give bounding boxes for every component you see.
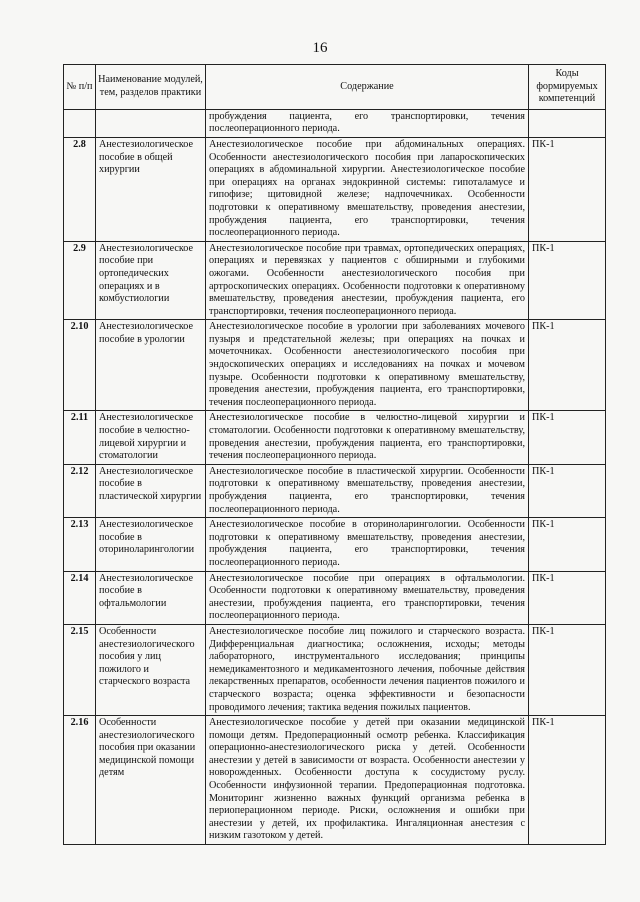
row-number: 2.16 <box>64 716 96 845</box>
row-number: 2.11 <box>64 411 96 464</box>
table-row <box>64 320 606 411</box>
row-competency-code: ПК-1 <box>529 464 606 517</box>
row-competency-code: ПК-1 <box>529 624 606 715</box>
row-content: Анестезиологическое пособие при операциях в офтальмологии. Особенности подготовки к оперативному вмешательству, проведения анестезии, пробуждения пациента, его транспортировки, течения послеоперационного периода. <box>206 571 529 624</box>
table-row <box>64 716 606 845</box>
row-module-name: Особенности анестезиологического пособия у лиц пожилого и старческого возраста <box>96 624 206 715</box>
row-content: Анестезиологическое пособие при абдоминальных операциях. Особенности анестезиологического пособия при лапароскопических операциях в абдоминальной хирургии. Анестезиологическое пособие при операциях на органах эндокринной системы: гипоталамусе и гипофизе; щитовидной железе; надпочечниках. Особенности подготовки к оперативному вмешательству, проведения анестезии, пробуждения пациента, его транспортировки, течения послеоперационного периода. <box>206 137 529 241</box>
table-row <box>64 464 606 517</box>
row-module-name: Анестезиологическое пособие в оториноларингологии <box>96 518 206 571</box>
table-row <box>64 411 606 464</box>
row-number: 2.15 <box>64 624 96 715</box>
row-competency-code: ПК-1 <box>529 241 606 320</box>
row-number: 2.9 <box>64 241 96 320</box>
table-row <box>64 241 606 320</box>
row-competency-code: ПК-1 <box>529 518 606 571</box>
row-module-name: Особенности анестезиологического пособия при оказании медицинской помощи детям <box>96 716 206 845</box>
row-module-name: Анестезиологическое пособие в урологии <box>96 320 206 411</box>
row-number: 2.10 <box>64 320 96 411</box>
row-number: 2.14 <box>64 571 96 624</box>
table-row <box>64 518 606 571</box>
row-module-name: Анестезиологическое пособие в общей хирургии <box>96 137 206 241</box>
header-num: № п/п <box>64 65 96 110</box>
row-number: 2.8 <box>64 137 96 241</box>
row-content: Анестезиологическое пособие у детей при оказании медицинской помощи детям. Предоперационный осмотр ребенка. Классификация операционно-анестезиологического риска у детей. Особенности анестезии у детей в зависимости от возраста. Особенности анестезии у новорожденных. Особенности доступа к сосудистому руслу. Особенности инфузионной терапии. Предоперационная подготовка. Мониторинг жизненно важных функций организма ребенка в периоперационном периоде. Риски, осложнения и ошибки при анестезии у детей, их профилактика. Ингаляционная анестезия с низким газотоком у детей. <box>206 716 529 845</box>
row-content: Анестезиологическое пособие в пластической хирургии. Особенности подготовки к оперативному вмешательству, проведения анестезии, пробуждения пациента, его транспортировки, течения послеоперационного периода. <box>206 464 529 517</box>
row-competency-code: ПК-1 <box>529 411 606 464</box>
table-row <box>64 624 606 715</box>
row-content: Анестезиологическое пособие при травмах, ортопедических операциях, операциях и перевязках у пациентов с обширными и глубокими ожогами. Особенности анестезиологического пособия при артроскопических операциях. Особенности подготовки к оперативному вмешательству, проведения анестезии, пробуждения пациента, его транспортировки, течения послеоперационного периода. <box>206 241 529 320</box>
row-competency-code: ПК-1 <box>529 320 606 411</box>
table-row <box>64 571 606 624</box>
row-competency-code: ПК-1 <box>529 571 606 624</box>
header-name: Наименование модулей, тем, разделов практики <box>96 65 206 110</box>
row-module-name: Анестезиологическое пособие в пластической хирургии <box>96 464 206 517</box>
row-number: 2.13 <box>64 518 96 571</box>
table-header-row <box>64 65 606 110</box>
table-row <box>64 137 606 241</box>
header-codes: Коды формируемых компетенций <box>529 65 606 110</box>
header-content: Содержание <box>206 65 529 110</box>
row-competency-code: ПК-1 <box>529 716 606 845</box>
row-content: Анестезиологическое пособие в урологии при заболеваниях мочевого пузыря и предстательной железы; при операциях на почках и мочеточниках. Особенности анестезиологического пособия при эндоскопических операциях и исследованиях на почках и мочевом пузыре. Особенности подготовки к оперативному вмешательству, проведения анестезии, пробуждения пациента, его транспортировки, течения послеоперационного периода. <box>206 320 529 411</box>
row-module-name: Анестезиологическое пособие в офтальмологии <box>96 571 206 624</box>
row-content: Анестезиологическое пособие лиц пожилого и старческого возраста. Дифференциальная диагностика; осложнения, исходы; методы лабораторного, инструментального исследования; принципы немедикаментозного и медикаментозного лечения, побочные действия лекарственных препаратов, особенности лечения пациентов пожилого и старческого возраста; оценка эффективности и безопасности проводимого лечения; тактика ведения пожилых пациентов. <box>206 624 529 715</box>
page-number: 16 <box>312 40 328 56</box>
curriculum-table <box>63 64 606 845</box>
row-content: Анестезиологическое пособие в оториноларингологии. Особенности подготовки к оперативному вмешательству, проведения анестезии, пробуждения пациента, его транспортировки, течения послеоперационного периода. <box>206 518 529 571</box>
row-competency-code: ПК-1 <box>529 137 606 241</box>
row-content: Анестезиологическое пособие в челюстно-лицевой хирургии и стоматологии. Особенности подготовки к оперативному вмешательству, проведения анестезии, пробуждения пациента, его транспортировки, течения послеоперационного периода. <box>206 411 529 464</box>
continuation-row <box>64 109 606 137</box>
row-number: 2.12 <box>64 464 96 517</box>
continuation-text: пробуждения пациента, его транспортировки, течения послеоперационного периода. <box>206 109 529 137</box>
row-module-name: Анестезиологическое пособие при ортопедических операциях и в комбустиологии <box>96 241 206 320</box>
row-module-name: Анестезиологическое пособие в челюстно-лицевой хирургии и стоматологии <box>96 411 206 464</box>
